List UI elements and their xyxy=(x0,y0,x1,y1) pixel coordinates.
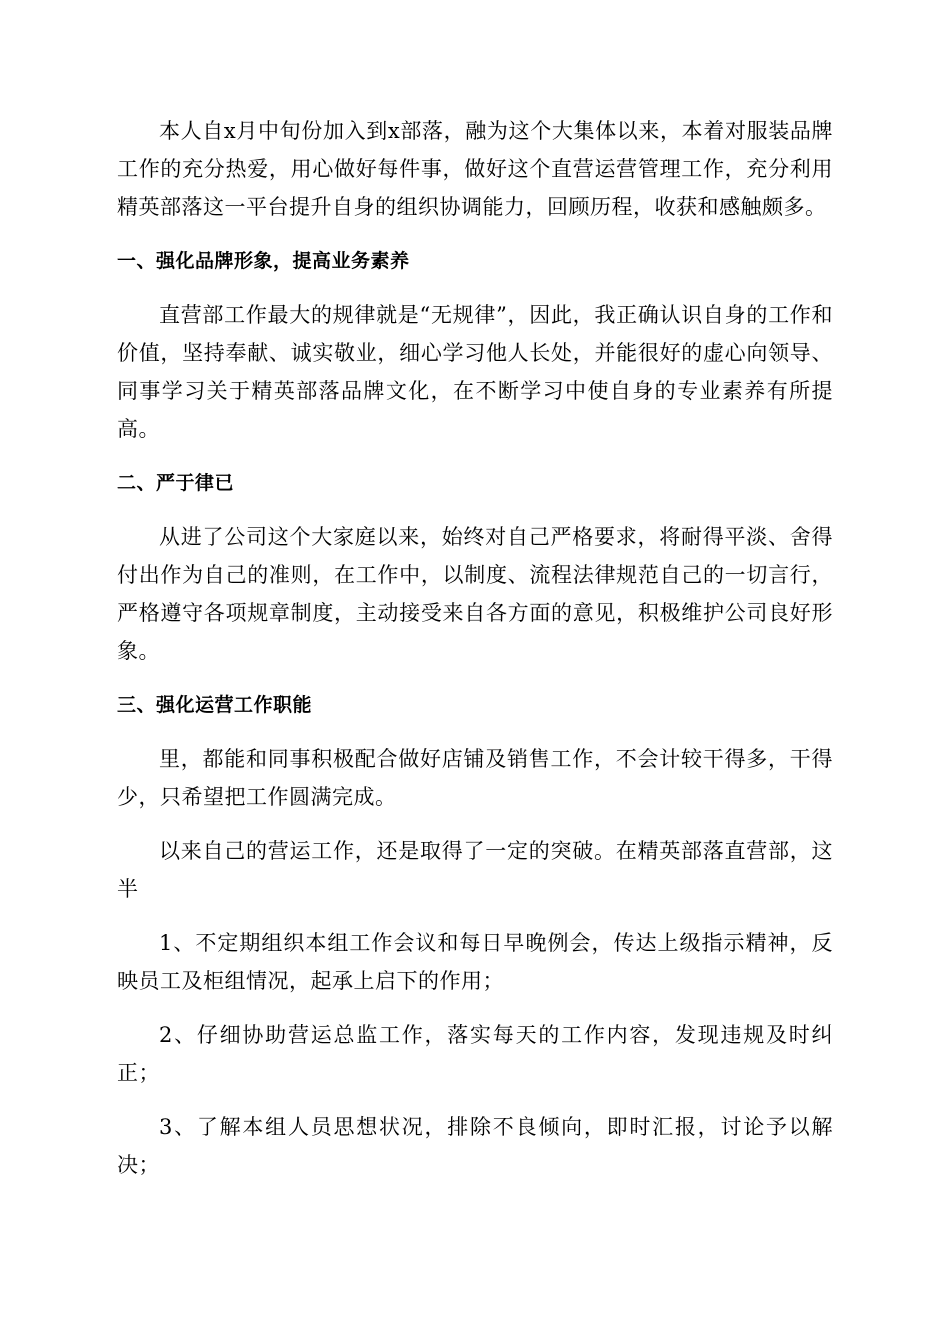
list-item-2: 2、仔细协助营运总监工作，落实每天的工作内容，发现违规及时纠正； xyxy=(117,1023,833,1085)
section-3-heading: 三、强化运营工作职能 xyxy=(117,694,313,716)
section-3-paragraph-2: 以来自己的营运工作，还是取得了一定的突破。在精英部落直营部，这半 xyxy=(117,839,833,901)
list-item-1: 1、不定期组织本组工作会议和每日早晚例会，传达上级指示精神，反映员工及柜组情况，起承上启下的作用； xyxy=(117,931,833,993)
section-2-heading: 二、严于律已 xyxy=(117,472,235,494)
section-1-heading: 一、强化品牌形象，提高业务素养 xyxy=(117,250,410,272)
section-2-paragraph: 从进了公司这个大家庭以来，始终对自己严格要求，将耐得平淡、舍得付出作为自己的准则，在工作中，以制度、流程法律规范自己的一切言行，严格遵守各项规章制度，主动接受来自各方面的意见，积极维护公司良好形象。 xyxy=(117,525,833,663)
list-item-3: 3、了解本组人员思想状况，排除不良倾向，即时汇报，讨论予以解决； xyxy=(117,1115,833,1177)
intro-paragraph: 本人自x月中旬份加入到x部落，融为这个大集体以来，本着对服装品牌工作的充分热爱，用心做好每件事，做好这个直营运营管理工作，充分利用精英部落这一平台提升自身的组织协调能力，回顾历程，收获和感触颇多。 xyxy=(117,119,833,219)
document-body xyxy=(117,112,833,1200)
section-1-paragraph: 直营部工作最大的规律就是“无规律”，因此，我正确认识自身的工作和价值，坚持奉献、诚实敬业，细心学习他人长处，并能很好的虚心向领导、同事学习关于精英部落品牌文化，在不断学习中使自身的专业素养有所提高。 xyxy=(117,303,833,441)
section-3-paragraph-1: 里，都能和同事积极配合做好店铺及销售工作，不会计较干得多，干得少，只希望把工作圆满完成。 xyxy=(117,747,833,809)
